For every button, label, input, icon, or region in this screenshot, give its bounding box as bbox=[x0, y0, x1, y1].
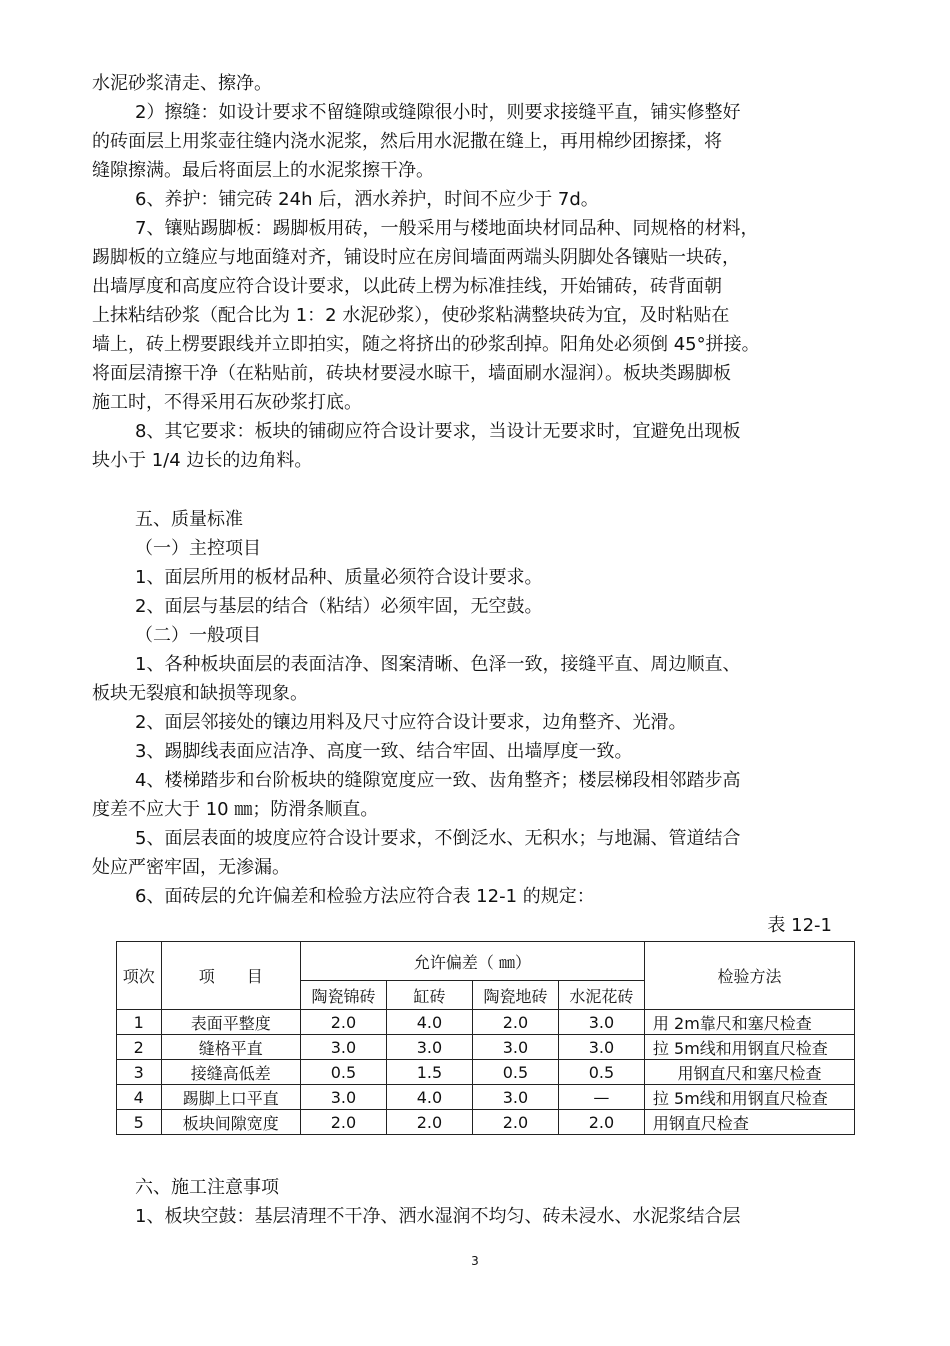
paragraph-line: 4、楼梯踏步和台阶板块的缝隙宽度应一致、齿角整齐；楼层梯段相邻踏步高 bbox=[135, 770, 741, 791]
cell-value: 2.0 bbox=[300, 1110, 386, 1135]
cell-value: 2.0 bbox=[472, 1110, 558, 1135]
paragraph-line: 缝隙擦满。最后将面层上的水泥浆擦干净。 bbox=[92, 160, 434, 181]
cell-value: 0.5 bbox=[300, 1060, 386, 1085]
cell-no: 1 bbox=[117, 1010, 162, 1035]
header-group: 允许偏差（ ㎜） bbox=[300, 942, 644, 981]
cell-value: 3.0 bbox=[558, 1010, 644, 1035]
cell-method: 用钢直尺和塞尺检查 bbox=[644, 1060, 854, 1085]
subheader: 陶瓷地砖 bbox=[472, 981, 558, 1010]
subheader: 水泥花砖 bbox=[558, 981, 644, 1010]
paragraph-line: 2）擦缝：如设计要求不留缝隙或缝隙很小时，则要求接缝平直，铺实修整好 bbox=[135, 102, 741, 123]
cell-value: 1.5 bbox=[386, 1060, 472, 1085]
paragraph-line: 水泥砂浆清走、擦净。 bbox=[92, 73, 272, 94]
subsection-heading: （二）一般项目 bbox=[135, 625, 261, 646]
cell-no: 5 bbox=[117, 1110, 162, 1135]
paragraph-line: 度差不应大于 10 ㎜；防滑条顺直。 bbox=[92, 799, 379, 820]
cell-value: 0.5 bbox=[558, 1060, 644, 1085]
table-row bbox=[117, 1085, 855, 1110]
paragraph-line: 1、板块空鼓：基层清理不干净、洒水湿润不均匀、砖未浸水、水泥浆结合层 bbox=[135, 1206, 741, 1227]
paragraph-line: 处应严密牢固，无渗漏。 bbox=[92, 857, 290, 878]
cell-value: 2.0 bbox=[386, 1110, 472, 1135]
cell-value: 2.0 bbox=[300, 1010, 386, 1035]
paragraph-line: 上抹粘结砂浆（配合比为 1：2 水泥砂浆），使砂浆粘满整块砖为宜，及时粘贴在 bbox=[92, 305, 730, 326]
subheader: 缸砖 bbox=[386, 981, 472, 1010]
cell-value: 3.0 bbox=[386, 1035, 472, 1060]
paragraph-line: 2、面层与基层的结合（粘结）必须牢固，无空鼓。 bbox=[135, 596, 543, 617]
paragraph-line: 墙上，砖上楞要跟线并立即拍实，随之将挤出的砂浆刮掉。阳角处必须倒 45°拼接。 bbox=[92, 334, 760, 355]
paragraph-line: 6、面砖层的允许偏差和检验方法应符合表 12-1 的规定： bbox=[135, 886, 595, 907]
cell-value: 0.5 bbox=[472, 1060, 558, 1085]
section-heading: 六、施工注意事项 bbox=[135, 1177, 279, 1198]
paragraph-line: 2、面层邻接处的镶边用料及尺寸应符合设计要求，边角整齐、光滑。 bbox=[135, 712, 687, 733]
cell-value: 2.0 bbox=[558, 1110, 644, 1135]
paragraph-line: 板块无裂痕和缺损等现象。 bbox=[92, 683, 308, 704]
paragraph-line: 的砖面层上用浆壶往缝内浇水泥浆，然后用水泥撒在缝上，再用棉纱团擦揉，将 bbox=[92, 131, 722, 152]
cell-method: 拉 5m线和用钢直尺检查 bbox=[644, 1035, 854, 1060]
cell-no: 3 bbox=[117, 1060, 162, 1085]
cell-no: 4 bbox=[117, 1085, 162, 1110]
header-method: 检验方法 bbox=[644, 942, 854, 1010]
cell-value: 3.0 bbox=[300, 1035, 386, 1060]
cell-value: 2.0 bbox=[472, 1010, 558, 1035]
page-number: 3 bbox=[471, 1254, 479, 1268]
paragraph-line: 出墙厚度和高度应符合设计要求，以此砖上楞为标准挂线，开始铺砖，砖背面朝 bbox=[92, 276, 722, 297]
table-row bbox=[117, 1060, 855, 1085]
table-caption: 表 12-1 bbox=[767, 915, 832, 936]
cell-item: 板块间隙宽度 bbox=[161, 1110, 300, 1135]
table-row bbox=[117, 1010, 855, 1035]
paragraph-line: 块小于 1/4 边长的边角料。 bbox=[92, 450, 313, 471]
header-item: 项 目 bbox=[161, 942, 300, 1010]
subheader: 陶瓷锦砖 bbox=[300, 981, 386, 1010]
paragraph-line: 施工时，不得采用石灰砂浆打底。 bbox=[92, 392, 362, 413]
cell-method: 拉 5m线和用钢直尺检查 bbox=[644, 1085, 854, 1110]
cell-value: 4.0 bbox=[386, 1010, 472, 1035]
subsection-heading: （一）主控项目 bbox=[135, 538, 261, 559]
cell-item: 缝格平直 bbox=[161, 1035, 300, 1060]
cell-value: 4.0 bbox=[386, 1085, 472, 1110]
cell-method: 用 2m靠尺和塞尺检查 bbox=[644, 1010, 854, 1035]
paragraph-line: 踢脚板的立缝应与地面缝对齐，铺设时应在房间墙面两端头阴脚处各镶贴一块砖， bbox=[92, 247, 740, 268]
paragraph-line: 8、其它要求：板块的铺砌应符合设计要求，当设计无要求时，宜避免出现板 bbox=[135, 421, 741, 442]
section-heading: 五、质量标准 bbox=[135, 509, 243, 530]
table-row bbox=[117, 1035, 855, 1060]
header-index: 项次 bbox=[117, 942, 162, 1010]
cell-value: 3.0 bbox=[300, 1085, 386, 1110]
cell-value: 3.0 bbox=[472, 1035, 558, 1060]
paragraph-line: 将面层清擦干净（在粘贴前，砖块材要浸水晾干，墙面刷水湿润）。板块类踢脚板 bbox=[92, 363, 731, 384]
cell-value: — bbox=[558, 1085, 644, 1110]
cell-value: 3.0 bbox=[558, 1035, 644, 1060]
tolerance-table bbox=[116, 941, 855, 1135]
paragraph-line: 7、镶贴踢脚板：踢脚板用砖，一般采用与楼地面块材同品种、同规格的材料， bbox=[135, 218, 759, 239]
cell-item: 接缝高低差 bbox=[161, 1060, 300, 1085]
cell-no: 2 bbox=[117, 1035, 162, 1060]
table-row bbox=[117, 1110, 855, 1135]
paragraph-line: 1、面层所用的板材品种、质量必须符合设计要求。 bbox=[135, 567, 543, 588]
paragraph-line: 1、各种板块面层的表面洁净、图案清晰、色泽一致，接缝平直、周边顺直、 bbox=[135, 654, 741, 675]
cell-value: 3.0 bbox=[472, 1085, 558, 1110]
cell-item: 踢脚上口平直 bbox=[161, 1085, 300, 1110]
paragraph-line: 6、养护：铺完砖 24h 后，洒水养护，时间不应少于 7d。 bbox=[135, 189, 599, 210]
cell-item: 表面平整度 bbox=[161, 1010, 300, 1035]
cell-method: 用钢直尺检查 bbox=[644, 1110, 854, 1135]
paragraph-line: 3、踢脚线表面应洁净、高度一致、结合牢固、出墙厚度一致。 bbox=[135, 741, 633, 762]
paragraph-line: 5、面层表面的坡度应符合设计要求，不倒泛水、无积水；与地漏、管道结合 bbox=[135, 828, 741, 849]
